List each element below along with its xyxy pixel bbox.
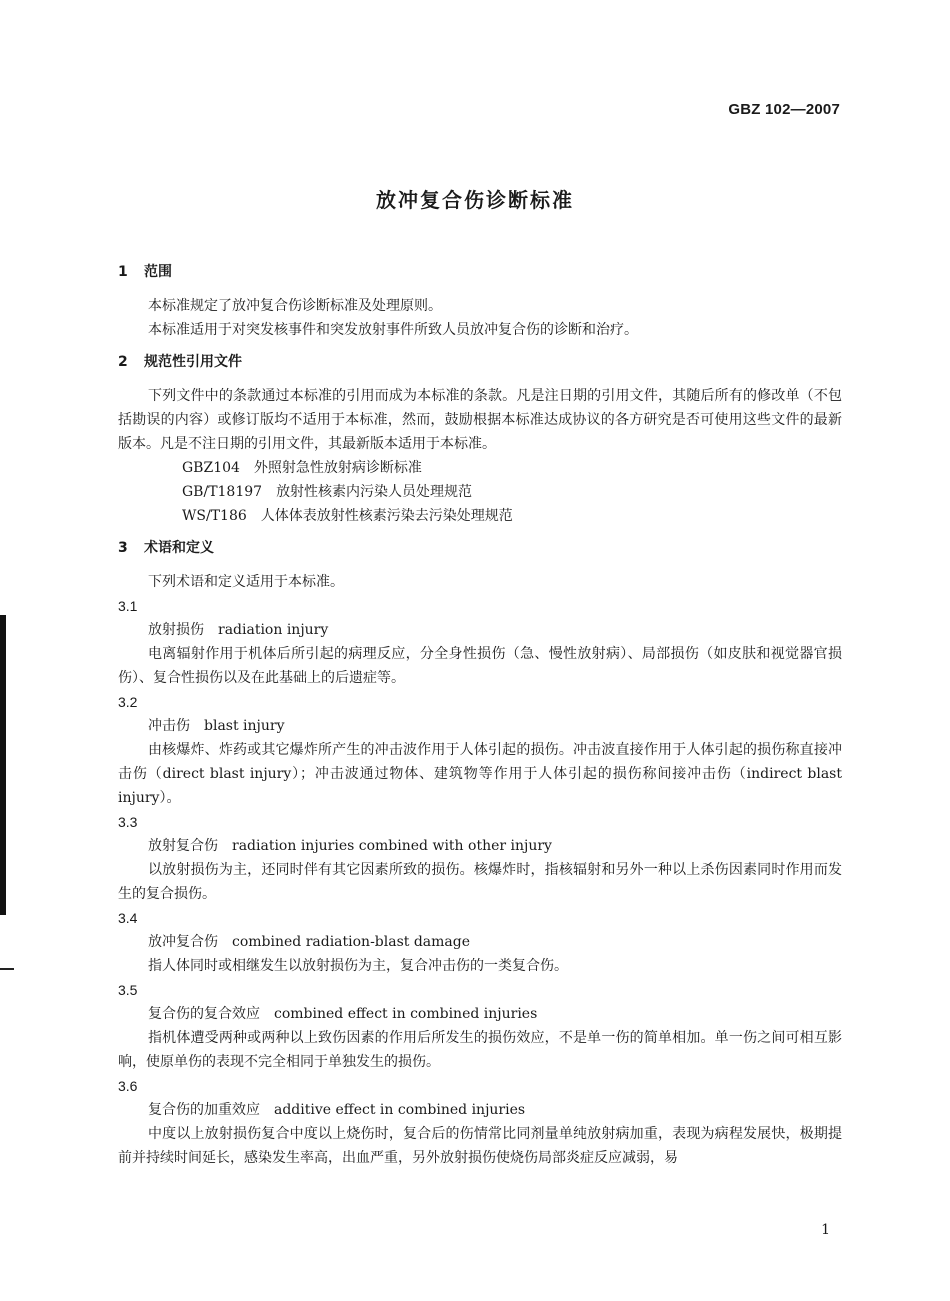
reference-item bbox=[118, 480, 842, 504]
paragraph: 本标准适用于对突发核事件和突发放射事件所致人员放冲复合伤的诊断和治疗。 bbox=[148, 322, 638, 338]
term-en: radiation injuries combined with other injury bbox=[232, 838, 552, 854]
reference-title: 人体体表放射性核素污染去污染处理规范 bbox=[260, 508, 513, 524]
term-zh: 复合伤的加重效应 bbox=[148, 1102, 260, 1118]
term bbox=[118, 834, 842, 858]
section-number: 3 bbox=[118, 540, 128, 556]
term bbox=[118, 714, 842, 738]
page-number: 1 bbox=[821, 1222, 830, 1238]
reference-code: WS/T186 bbox=[182, 508, 247, 524]
reference-item bbox=[118, 504, 842, 528]
document-title: 放冲复合伤诊断标准 bbox=[376, 188, 574, 212]
term-en: combined radiation-blast damage bbox=[232, 934, 471, 950]
standard-code: GBZ 102—2007 bbox=[728, 101, 840, 118]
definition-number: 3.5 bbox=[118, 982, 138, 998]
term-en: radiation injury bbox=[218, 622, 329, 638]
section-title: 术语和定义 bbox=[144, 540, 214, 556]
definition-3-1 bbox=[118, 594, 842, 690]
definition-text: 电离辐射作用于机体后所引起的病理反应，分全身性损伤（急、慢性放射病）、局部损伤（如皮肤和视觉器官损伤）、复合性损伤以及在此基础上的后遗症等。 bbox=[118, 646, 842, 686]
term-en: additive effect in combined injuries bbox=[274, 1102, 526, 1118]
term-en: combined effect in combined injuries bbox=[274, 1006, 538, 1022]
reference-title: 外照射急性放射病诊断标准 bbox=[253, 460, 422, 476]
definition-3-3 bbox=[118, 810, 842, 906]
definition-number: 3.4 bbox=[118, 910, 138, 926]
section-heading bbox=[118, 536, 842, 560]
section-title: 范围 bbox=[144, 264, 172, 280]
definition-text: 指人体同时或相继发生以放射损伤为主，复合冲击伤的一类复合伤。 bbox=[148, 958, 568, 974]
term-zh: 放射复合伤 bbox=[148, 838, 218, 854]
term bbox=[118, 1098, 842, 1122]
term bbox=[118, 930, 842, 954]
definition-3-6 bbox=[118, 1074, 842, 1170]
definition-text: 指机体遭受两种或两种以上致伤因素的作用后所发生的损伤效应，不是单一伤的简单相加。单一伤之间可相互影响，使原单伤的表现不完全相同于单独发生的损伤。 bbox=[118, 1030, 842, 1070]
reference-item bbox=[118, 456, 842, 480]
definition-number: 3.2 bbox=[118, 694, 138, 710]
section-scope bbox=[118, 260, 842, 342]
definition-text: 以放射损伤为主，还同时伴有其它因素所致的损伤。核爆炸时，指核辐射和另外一种以上杀伤因素同时作用而发生的复合损伤。 bbox=[118, 862, 842, 902]
scan-edge-mark bbox=[0, 615, 6, 915]
section-title: 规范性引用文件 bbox=[144, 354, 242, 370]
definition-3-5 bbox=[118, 978, 842, 1074]
section-number: 2 bbox=[118, 354, 128, 370]
reference-code: GBZ104 bbox=[182, 460, 240, 476]
definition-number: 3.1 bbox=[118, 598, 138, 614]
section-heading bbox=[118, 350, 842, 374]
definition-number: 3.3 bbox=[118, 814, 138, 830]
definition-3-4 bbox=[118, 906, 842, 978]
paragraph: 本标准规定了放冲复合伤诊断标准及处理原则。 bbox=[148, 298, 442, 314]
section-terms-definitions bbox=[118, 536, 842, 1170]
reference-title: 放射性核素内污染人员处理规范 bbox=[276, 484, 473, 500]
document-body bbox=[118, 260, 842, 1170]
paragraph: 下列术语和定义适用于本标准。 bbox=[148, 574, 344, 590]
section-heading bbox=[118, 260, 842, 284]
definition-number: 3.6 bbox=[118, 1078, 138, 1094]
term-zh: 放冲复合伤 bbox=[148, 934, 218, 950]
definition-text: 中度以上放射损伤复合中度以上烧伤时，复合后的伤情常比同剂量单纯放射病加重，表现为病程发展快，极期提前并持续时间延长，感染发生率高，出血严重，另外放射损伤使烧伤局部炎症反应减弱，易 bbox=[118, 1126, 842, 1166]
term bbox=[118, 1002, 842, 1026]
term bbox=[118, 618, 842, 642]
term-zh: 冲击伤 bbox=[148, 718, 190, 734]
scan-tick-mark bbox=[0, 968, 14, 970]
term-en: blast injury bbox=[204, 718, 285, 734]
definition-text: 由核爆炸、炸药或其它爆炸所产生的冲击波作用于人体引起的损伤。冲击波直接作用于人体引起的损伤称直接冲击伤（direct blast injury）；冲击波通过物体、建筑物等作用于人体引起的损伤称间接冲击伤（indirect blast injury）。 bbox=[118, 742, 842, 806]
reference-code: GB/T18197 bbox=[182, 484, 263, 500]
term-zh: 复合伤的复合效应 bbox=[148, 1006, 260, 1022]
paragraph: 下列文件中的条款通过本标准的引用而成为本标准的条款。凡是注日期的引用文件，其随后所有的修改单（不包括勘误的内容）或修订版均不适用于本标准，然而，鼓励根据本标准达成协议的各方研究是否可使用这些文件的最新版本。凡是不注日期的引用文件，其最新版本适用于本标准。 bbox=[118, 388, 842, 452]
term-zh: 放射损伤 bbox=[148, 622, 204, 638]
section-normative-references bbox=[118, 350, 842, 528]
definition-3-2 bbox=[118, 690, 842, 810]
section-number: 1 bbox=[118, 264, 128, 280]
